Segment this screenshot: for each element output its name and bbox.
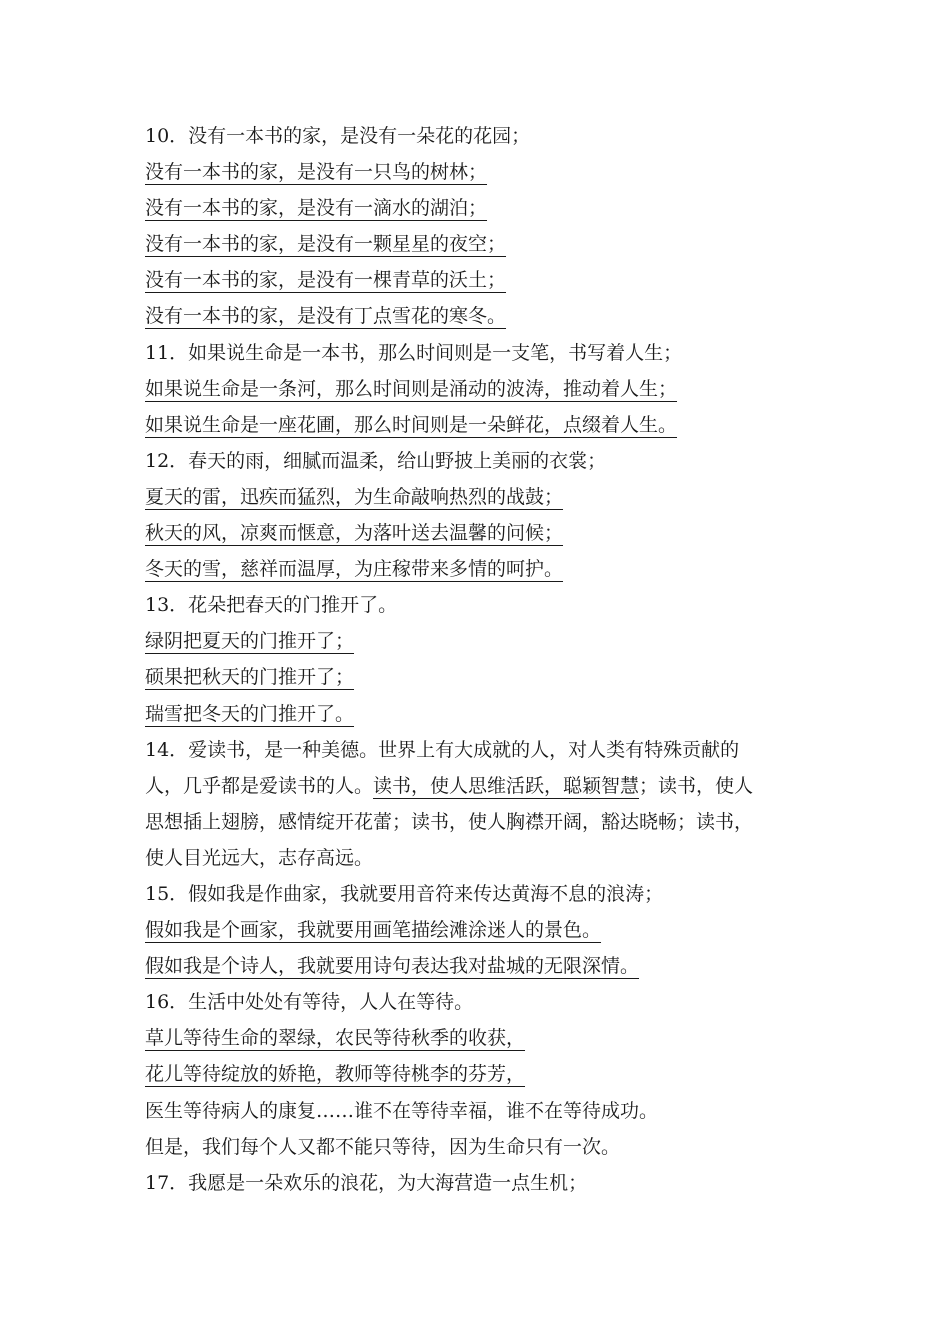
underlined-text: 硕果把秋天的门推开了； xyxy=(145,666,355,689)
item-14-line-4 xyxy=(145,840,815,876)
item-13-line xyxy=(145,587,815,623)
document-body xyxy=(145,118,815,1201)
underlined-text: 假如我是个诗人，我就要用诗句表达我对盐城的无限深情。 xyxy=(145,955,640,978)
item-11-line xyxy=(145,335,815,371)
underlined-line xyxy=(145,298,815,334)
item-12-line xyxy=(145,443,815,479)
underlined-line xyxy=(145,154,815,190)
text-line: 12．春天的雨，细腻而温柔，给山野披上美丽的衣裳； xyxy=(145,449,607,472)
item-10-line xyxy=(145,118,815,154)
underlined-text: 读书，使人思维活跃，聪颖智慧 xyxy=(373,774,640,797)
item-14-line-3 xyxy=(145,804,815,840)
text-line xyxy=(145,1129,815,1165)
underlined-text: 秋天的风，凉爽而惬意，为落叶送去温馨的问候； xyxy=(145,522,564,545)
text-line: 但是，我们每个人又都不能只等待，因为生命只有一次。 xyxy=(145,1135,621,1158)
text-line: 11．如果说生命是一本书，那么时间则是一支笔，书写着人生； xyxy=(145,341,683,364)
underlined-line xyxy=(145,515,815,551)
text-line xyxy=(145,1093,815,1129)
underlined-text: 冬天的雪，慈祥而温厚，为庄稼带来多情的呵护。 xyxy=(145,558,564,581)
item-14-line-1 xyxy=(145,732,815,768)
text-line: 15．假如我是作曲家，我就要用音符来传达黄海不息的浪涛； xyxy=(145,882,664,905)
underlined-line xyxy=(145,262,815,298)
text-line: 16．生活中处处有等待，人人在等待。 xyxy=(145,991,474,1014)
underlined-text: 没有一本书的家，是没有一棵青草的沃土； xyxy=(145,269,507,292)
item-14-line-2 xyxy=(145,768,815,804)
text-segment: ；读书，使人 xyxy=(639,774,754,797)
text-line: 思想插上翅膀，感情绽开花蕾；读书，使人胸襟开阔，豁达晓畅；读书， xyxy=(145,810,754,833)
underlined-line xyxy=(145,1020,815,1056)
underlined-text: 没有一本书的家，是没有丁点雪花的寒冬。 xyxy=(145,305,507,328)
item-17-line xyxy=(145,1165,815,1201)
underlined-line xyxy=(145,226,815,262)
underlined-line xyxy=(145,479,815,515)
underlined-line xyxy=(145,948,815,984)
underlined-text: 花儿等待绽放的娇艳，教师等待桃李的芬芳， xyxy=(145,1063,526,1086)
underlined-line xyxy=(145,659,815,695)
underlined-text: 如果说生命是一条河，那么时间则是涌动的波涛，推动着人生； xyxy=(145,377,678,400)
text-line: 14．爱读书，是一种美德。世界上有大成就的人，对人类有特殊贡献的 xyxy=(145,738,740,761)
underlined-line xyxy=(145,551,815,587)
underlined-text: 没有一本书的家，是没有一只鸟的树林； xyxy=(145,161,488,184)
underlined-line xyxy=(145,912,815,948)
text-line: 医生等待病人的康复……谁不在等待幸福，谁不在等待成功。 xyxy=(145,1099,659,1122)
text-line: 10．没有一本书的家，是没有一朵花的花园； xyxy=(145,125,531,147)
underlined-line xyxy=(145,1056,815,1092)
underlined-text: 夏天的雷，迅疾而猛烈，为生命敲响热烈的战鼓； xyxy=(145,485,564,508)
underlined-text: 绿阴把夏天的门推开了； xyxy=(145,630,355,653)
underlined-line xyxy=(145,623,815,659)
item-15-line xyxy=(145,876,815,912)
text-line: 使人目光远大，志存高远。 xyxy=(145,846,374,869)
text-line: 13．花朵把春天的门推开了。 xyxy=(145,594,398,617)
underlined-line xyxy=(145,696,815,732)
text-line: 17．我愿是一朵欢乐的浪花，为大海营造一点生机； xyxy=(145,1171,588,1194)
underlined-text: 没有一本书的家，是没有一滴水的湖泊； xyxy=(145,197,488,220)
underlined-text: 瑞雪把冬天的门推开了。 xyxy=(145,702,355,725)
underlined-text: 草儿等待生命的翠绿，农民等待秋季的收获， xyxy=(145,1027,526,1050)
underlined-line xyxy=(145,190,815,226)
underlined-text: 假如我是个画家，我就要用画笔描绘滩涂迷人的景色。 xyxy=(145,919,602,942)
underlined-line xyxy=(145,407,815,443)
underlined-text: 没有一本书的家，是没有一颗星星的夜空； xyxy=(145,233,507,256)
underlined-text: 如果说生命是一座花圃，那么时间则是一朵鲜花，点缀着人生。 xyxy=(145,413,678,436)
text-segment: 人，几乎都是爱读书的人。 xyxy=(145,774,374,797)
underlined-line xyxy=(145,371,815,407)
item-16-line xyxy=(145,984,815,1020)
